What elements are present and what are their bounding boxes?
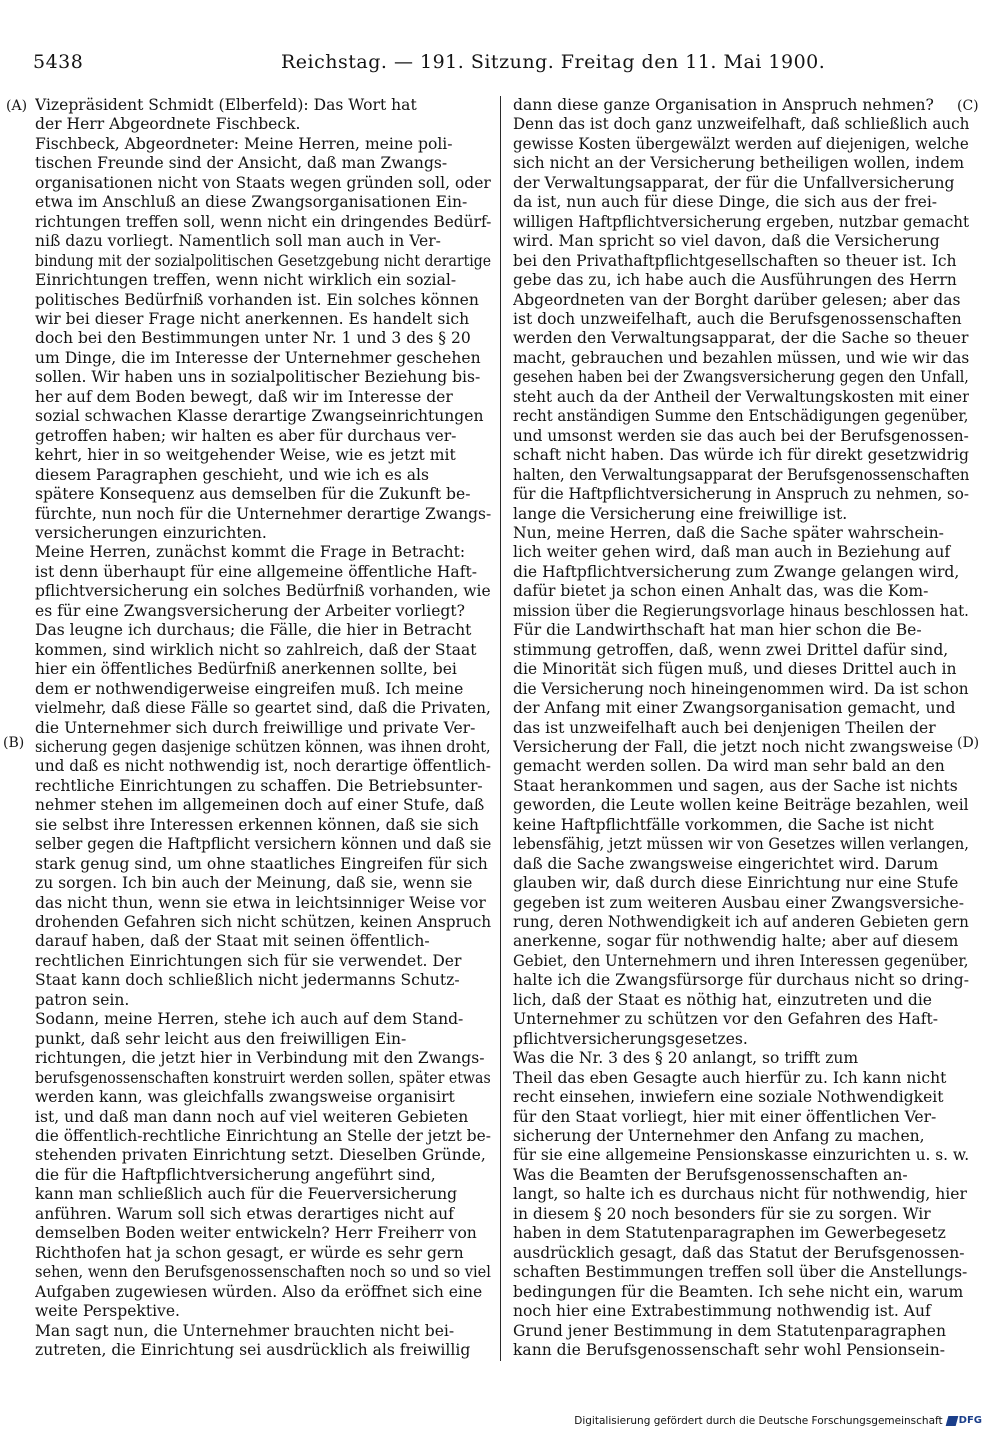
text-line: zu sorgen. Ich bin auch der Meinung, daß sie, wenn sie	[35, 874, 473, 893]
text-line: sie selbst ihre Interessen erkennen können, daß sie sich	[35, 815, 479, 834]
text-line: Was die Beamten der Berufsgenossenschaften an-	[513, 1165, 908, 1184]
margin-marker-a: (A)	[6, 98, 28, 114]
text-line: um Dinge, die im Interesse der Unternehmer geschehen	[35, 348, 481, 367]
text-line: Versicherung der Fall, die jetzt noch nicht zwangsweise	[513, 737, 954, 756]
text-line: sozial schwachen Klasse derartige Zwangseinrichtungen	[35, 407, 484, 426]
text-line: werden den Verwaltungsapparat, der die Sache so theuer	[513, 329, 969, 348]
text-line: recht anständigen Summe den Entschädigungen gegenüber,	[513, 407, 969, 426]
text-line: und daß es nicht nothwendig ist, noch derartige öffentlich-	[35, 757, 491, 776]
text-line: stehenden privaten Einrichtung setzt. Dieselben Gründe,	[35, 1146, 486, 1165]
text-line: spätere Konsequenz aus demselben für die Zukunft be-	[35, 485, 471, 504]
running-header	[33, 45, 967, 77]
text-line: Was die Nr. 3 des § 20 anlangt, so trifft zum	[513, 1049, 859, 1068]
text-line: berufsgenossenschaften konstruirt werden sollen, später etwas	[35, 1068, 491, 1087]
margin-marker-d: (D)	[957, 735, 980, 751]
text-line: tischen Freunde sind der Ansicht, daß man Zwangs-	[35, 154, 448, 173]
text-line: fürchte, nun noch für die Unternehmer derartige Zwangs-	[35, 504, 491, 523]
text-line: die für die Haftpflichtversicherung angeführt sind,	[35, 1165, 436, 1184]
text-line: nehmer stehen im allgemeinen doch auf einer Stufe, daß	[35, 796, 485, 815]
text-line: gemacht werden sollen. Da wird man sehr bald an den	[513, 757, 945, 776]
text-line: kommen, sind wirklich nicht so zahlreich, daß der Staat	[35, 640, 477, 659]
text-line: anführen. Warum soll sich etwas derartiges nicht auf	[35, 1204, 454, 1223]
text-line: in diesem § 20 noch besonders für sie zu sorgen. Wir	[513, 1204, 931, 1223]
text-line: vielmehr, daß diese Fälle so geartet sind, daß die Privaten,	[35, 699, 491, 718]
text-line: Denn das ist doch ganz unzweifelhaft, daß schließlich auch	[513, 115, 969, 134]
text-line: langt, so halte ich es durchaus nicht für nothwendig, hier	[513, 1185, 967, 1204]
text-line: Sodann, meine Herren, stehe ich auch auf dem Stand-	[35, 1010, 464, 1029]
text-line: für die Haftpflichtversicherung in Anspruch zu nehmen, so-	[513, 485, 969, 504]
dfg-logo-text: DFG	[958, 1415, 982, 1426]
dfg-logo	[947, 1413, 982, 1429]
text-line: recht einsehen, inwiefern eine soziale Nothwendigkeit	[513, 1088, 944, 1107]
text-line: niß dazu vorliegt. Namentlich soll man auch in Ver-	[35, 232, 441, 251]
text-line: sollen. Wir haben uns in sozialpolitischer Beziehung bis-	[35, 368, 481, 387]
text-line: anerkenne, sogar für nothwendig halte; aber auf diesem	[513, 932, 959, 951]
text-line: her auf dem Boden bewegt, daß wir im Interesse der	[35, 387, 453, 406]
text-line: steht auch da der Antheil der Verwaltungskosten mit einer	[513, 387, 969, 406]
text-line: es für eine Zwangsversicherung der Arbeiter vorliegt?	[35, 601, 465, 620]
text-line: punkt, daß sehr leicht aus den freiwilligen Ein-	[35, 1029, 407, 1048]
text-line: gesehen haben bei der Zwangsversicherung gegen den Unfall,	[513, 368, 969, 387]
footer-credit-text: Digitalisierung gefördert durch die Deutsche Forschungsgemeinschaft	[574, 1415, 943, 1427]
text-line: gegeben ist zum weiteren Ausbau einer Zwangsversiche-	[513, 893, 964, 912]
text-line: haben in dem Statutenparagraphen im Gewerbegesetz	[513, 1224, 946, 1243]
text-line: der Verwaltungsapparat, der für die Unfallversicherung	[513, 173, 955, 192]
text-line: patron sein.	[35, 990, 130, 1009]
text-line: der Herr Abgeordnete Fischbeck.	[35, 115, 301, 134]
text-line: wird. Man spricht so viel davon, daß die Versicherung	[513, 232, 940, 251]
text-line: Abgeordneten van der Borght darüber gelesen; aber das	[513, 290, 961, 309]
text-line: halten, den Verwaltungsapparat der Berufsgenossenschaften	[513, 465, 969, 484]
text-line: Staat kann doch schließlich nicht jedermanns Schutz-	[35, 971, 460, 990]
text-line: Aufgaben zugewiesen würden. Also da eröffnet sich eine	[35, 1282, 483, 1301]
footer-credit	[574, 1413, 982, 1429]
text-line: ist doch unzweifelhaft, auch die Berufsgenossenschaften	[513, 309, 962, 328]
text-line: die Haftpflichtversicherung zum Zwange gelangen wird,	[513, 562, 960, 581]
text-line: zutreten, die Einrichtung sei ausdrücklich als freiwillig	[35, 1341, 471, 1359]
text-line: Grund jener Bestimmung in dem Statutenparagraphen	[513, 1321, 947, 1340]
text-line: ausdrücklich gesagt, daß das Statut der Berufsgenossen-	[513, 1243, 965, 1262]
text-line: pflichtversicherung ein solches Bedürfniß vorhanden, wie	[35, 582, 491, 601]
text-line: das nicht thun, wenn sie etwa in leichtsinniger Weise vor	[35, 893, 486, 912]
text-line: darauf haben, daß der Staat mit seinen öffentlich-	[35, 932, 430, 951]
text-line: weite Perspektive.	[35, 1302, 180, 1321]
text-line: keine Haftpflichtfälle vorkommen, die Sache ist nicht	[513, 815, 934, 834]
text-line: Theil das eben Gesagte auch hierfür zu. Ich kann nicht	[513, 1068, 947, 1087]
text-line: rechtlichen Einrichtungen sich für sie verwendet. Der	[35, 951, 462, 970]
text-line: die Minorität sich fügen muß, und dieses Drittel auch in	[513, 660, 957, 679]
text-line: Man sagt nun, die Unternehmer brauchten nicht bei-	[35, 1321, 455, 1340]
text-line: demselben Boden weiter entwickeln? Herr Freiherr von	[35, 1224, 477, 1243]
text-line: bedingungen für die Beamten. Ich sehe nicht ein, warum	[513, 1282, 964, 1301]
text-line: gewisse Kosten übergewälzt werden auf diejenigen, welche	[513, 134, 969, 153]
text-line: stimmung getroffen, daß, wenn zwei Drittel dafür sind,	[513, 640, 949, 659]
text-line: kehrt, hier in so weitgehender Weise, wie es jetzt mit	[35, 446, 456, 465]
text-line: die öffentlich-rechtliche Einrichtung an Stelle der jetzt be-	[35, 1127, 491, 1146]
text-line: sehen, wenn den Berufsgenossenschaften noch so und so viel	[35, 1263, 491, 1282]
text-line: diesem Paragraphen geschieht, und wie ich es als	[35, 465, 429, 484]
text-line: da ist, nun auch für diese Dinge, die sich aus der frei-	[513, 193, 938, 212]
text-line: willigen Haftpflichtversicherung ergeben, nutzbar gemacht	[513, 212, 969, 231]
text-line: glauben wir, daß durch diese Einrichtung nur eine Stufe	[513, 874, 959, 893]
text-line: für den Staat vorliegt, hier mit einer öffentlichen Ver-	[513, 1107, 937, 1126]
text-line: organisationen nicht von Staats wegen gründen soll, oder	[35, 173, 491, 192]
text-line: lich, daß der Staat es nöthig hat, einzutreten und die	[513, 990, 932, 1009]
text-line: schaften Bestimmungen treffen soll über die Anstellungs-	[513, 1263, 968, 1282]
text-line: richtungen treffen soll, wenn nicht ein dringendes Bedürf-	[35, 212, 491, 231]
text-line: rechtliche Einrichtungen zu schaffen. Die Betriebsunter-	[35, 776, 483, 795]
text-line: dann diese ganze Organisation in Anspruch nehmen?	[513, 96, 934, 114]
text-line: Einrichtungen treffen, wenn nicht wirklich ein sozial-	[35, 271, 457, 290]
text-line: etwa im Anschluß an diese Zwangsorganisationen Ein-	[35, 193, 468, 212]
text-line: doch bei den Bestimmungen unter Nr. 1 und 3 des § 20	[35, 329, 471, 348]
text-line: macht, gebrauchen und bezahlen müssen, und wie wir das	[513, 348, 969, 367]
text-line: Fischbeck, Abgeordneter: Meine Herren, meine poli-	[35, 134, 453, 153]
text-line: getroffen haben; wir halten es aber für durchaus ver-	[35, 426, 457, 445]
text-line: werden kann, was gleichfalls zwangsweise organisirt	[35, 1088, 455, 1107]
text-line: ist, und daß man dann noch auf viel weiteren Gebieten	[35, 1107, 469, 1126]
right-text-column	[513, 96, 969, 1361]
text-line: kann die Berufsgenossenschaft sehr wohl Pensionsein-	[513, 1341, 946, 1359]
text-line: drohenden Gefahren sich nicht schützen, keinen Anspruch	[35, 913, 491, 932]
text-line: stark genug sind, um ohne staatliches Eingreifen für sich	[35, 854, 488, 873]
text-line: sich nicht an der Versicherung betheiligen wollen, indem	[513, 154, 965, 173]
text-line: selber gegen die Haftpflicht versichern können und daß sie	[35, 835, 491, 854]
text-line: hier ein öffentliches Bedürfniß anerkennen sollte, bei	[35, 660, 457, 679]
text-line: lange die Versicherung eine freiwillige ist.	[513, 504, 848, 523]
text-line: ist denn überhaupt für eine allgemeine öffentliche Haft-	[35, 562, 477, 581]
text-line: und umsonst werden sie das auch bei der Berufsgenossen-	[513, 426, 969, 445]
text-line: Richthofen hat ja schon gesagt, er würde es sehr gern	[35, 1243, 464, 1262]
text-line: Unternehmer zu schützen vor den Gefahren des Haft-	[513, 1010, 939, 1029]
text-line: sicherung der Unternehmer den Anfang zu machen,	[513, 1127, 925, 1146]
column-divider	[500, 96, 501, 1361]
text-line: schaft nicht haben. Das würde ich für direkt gesetzwidrig	[513, 446, 969, 465]
text-line: pflichtversicherungsgesetzes.	[513, 1029, 748, 1048]
text-line: halte ich die Zwangsfürsorge für durchaus nicht so dring-	[513, 971, 969, 990]
text-line: die Versicherung noch hineingenommen wird. Da ist schon	[513, 679, 969, 698]
text-line: dafür bietet ja schon einen Anhalt das, was die Kom-	[513, 582, 929, 601]
margin-marker-b: (B)	[3, 735, 25, 751]
text-line: Gebiet, den Unternehmern und ihren Interessen gegenüber,	[513, 951, 969, 970]
text-line: Für die Landwirthschaft hat man hier schon die Be-	[513, 621, 922, 640]
text-line: das ist unzweifelhaft auch bei denjenigen Theilen der	[513, 718, 936, 737]
text-line: bei den Privathaftpflichtgesellschaften so theuer ist. Ich	[513, 251, 957, 270]
text-line: Das leugne ich durchaus; die Fälle, die hier in Betracht	[35, 621, 472, 640]
text-line: gebe das zu, ich habe auch die Ausführungen des Herrn	[513, 271, 957, 290]
text-line: lich weiter gehen wird, daß man auch in Beziehung auf	[513, 543, 951, 562]
text-line: wir bei dieser Frage nicht anerkennen. Es handelt sich	[35, 309, 470, 328]
text-line: Nun, meine Herren, daß die Sache später wahrschein-	[513, 523, 944, 542]
text-line: politisches Bedürfniß vorhanden ist. Ein solches können	[35, 290, 479, 309]
text-line: Meine Herren, zunächst kommt die Frage in Betracht:	[35, 543, 466, 562]
left-text-column	[35, 96, 491, 1361]
text-line: dem er nothwendigerweise eingreifen muß. Ich meine	[35, 679, 464, 698]
text-line: Staat herankommen und sagen, aus der Sache ist nichts	[513, 776, 958, 795]
text-line: sicherung gegen dasjenige schützen können, was ihnen droht,	[35, 737, 491, 756]
text-line: daß die Sache zwangsweise eingerichtet wird. Darum	[513, 854, 939, 873]
running-title: Reichstag. — 191. Sitzung. Freitag den 11. Mai 1900.	[281, 51, 826, 73]
text-line: richtungen, die jetzt hier in Verbindung mit den Zwangs-	[35, 1049, 485, 1068]
text-line: noch hier eine Extrabestimmung nothwendig ist. Auf	[513, 1302, 931, 1321]
text-line: rung, deren Nothwendigkeit ich auf anderen Gebieten gern	[513, 913, 969, 932]
text-line: lebensfähig, jetzt müssen wir von Gesetzes willen verlangen,	[513, 835, 969, 854]
page-number: 5438	[33, 51, 84, 73]
text-line: geworden, die Leute wollen keine Beiträge bezahlen, weil	[513, 796, 969, 815]
text-line: der Anfang mit einer Zwangsorganisation gemacht, und	[513, 699, 956, 718]
text-line	[35, 1360, 491, 1361]
margin-marker-c: (C)	[957, 98, 979, 114]
dfg-logo-icon	[945, 1416, 958, 1426]
text-line: versicherungen einzurichten.	[35, 523, 267, 542]
text-line: für sie eine allgemeine Pensionskasse einzurichten u. s. w.	[513, 1146, 969, 1165]
text-line: die Unternehmer sich durch freiwillige und private Ver-	[35, 718, 476, 737]
text-line	[513, 1360, 969, 1361]
text-line: bindung mit der sozialpolitischen Gesetzgebung nicht derartige	[35, 251, 491, 270]
text-line: kann man schließlich auch für die Feuerversicherung	[35, 1185, 458, 1204]
text-line: Vizepräsident Schmidt (Elberfeld): Das Wort hat	[35, 96, 417, 114]
text-line: mission über die Regierungsvorlage hinaus beschlossen hat.	[513, 601, 969, 620]
